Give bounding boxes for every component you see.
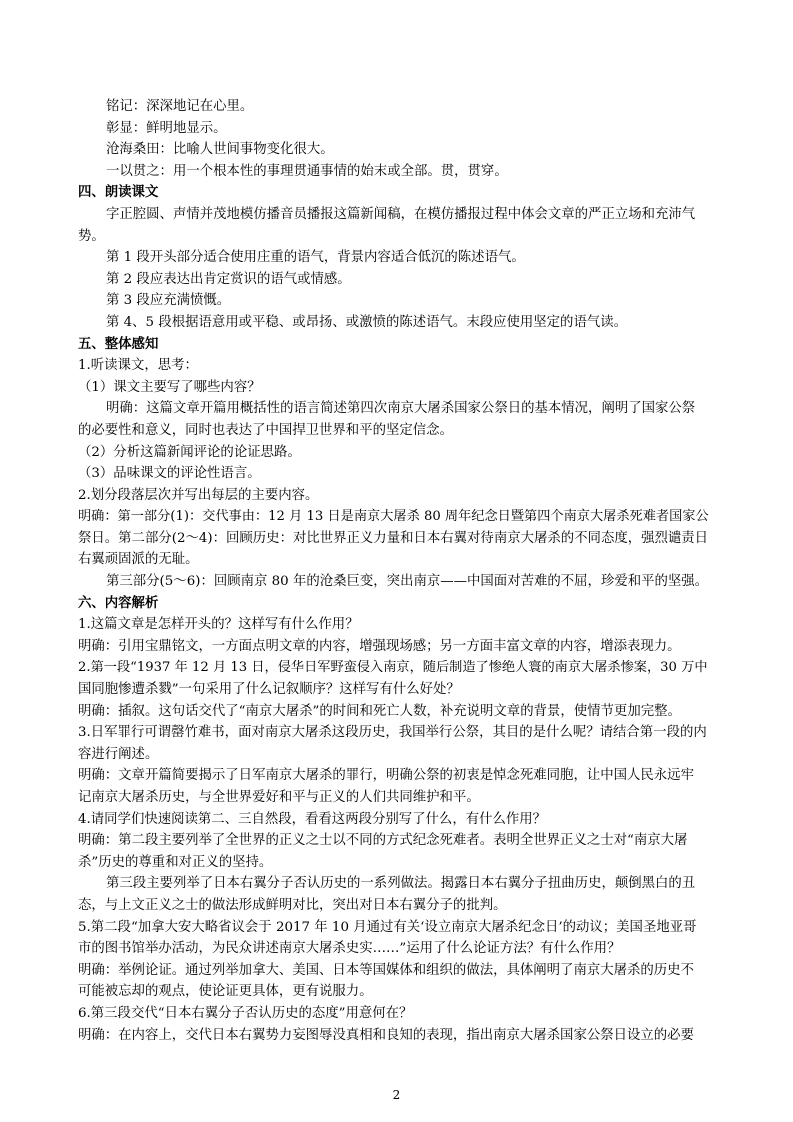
section-heading: 六、内容解析 (78, 594, 159, 611)
text-line: 明确：举例论证。通过列举加拿大、美国、日本等国媒体和组织的做法，具体阐明了南京大屠杀的历史不 (78, 962, 694, 978)
page-number: 2 (392, 1088, 401, 1102)
text-line: 第 3 段应充满愤慨。 (106, 293, 231, 309)
text-line: 容进行阐述。 (78, 746, 159, 762)
text-line: 一以贯之：用一个根本性的事理贯通事情的始末或全部。贯，贯穿。 (106, 163, 508, 179)
section-heading: 四、朗读课文 (78, 184, 159, 201)
text-line: 明确：第二段主要列举了全世界的正义之士以不同的方式纪念死难者。表明全世界正义之士对“南京大屠 (78, 833, 688, 849)
text-line: 势。 (78, 228, 105, 244)
document-body (78, 96, 716, 1046)
text-line: 右翼顽固派的无耻。 (78, 552, 199, 568)
text-line: 祭日。第二部分(2～4)：回顾历史：对比世界正义力量和日本右翼对待南京大屠杀的不同态度，强烈谴责日 (78, 530, 709, 546)
section-heading: 五、整体感知 (78, 335, 159, 352)
text-line: 彰显：鲜明地显示。 (106, 120, 227, 136)
text-line: （3）品味课文的评论性语言。 (78, 466, 261, 482)
text-line: 第三段主要列举了日本右翼分子否认历史的一系列做法。揭露日本右翼分子扭曲历史，颠倒黑白的丑 (106, 876, 696, 892)
text-line: （2）分析这篇新闻评论的论证思路。 (78, 444, 301, 460)
text-line: 第三部分(5～6)：回顾南京 80 年的沧桑巨变，突出南京——中国面对苦难的不屈，珍爱和平的坚强。 (106, 574, 709, 590)
text-line: 杀”历史的尊重和对正义的坚持。 (78, 854, 273, 870)
text-line: 铭记：深深地记在心里。 (106, 99, 254, 114)
text-line: （1）课文主要写了哪些内容？ (78, 379, 261, 395)
text-line: 第 2 段应表达出肯定赏识的语气或情感。 (106, 271, 351, 287)
text-line: 态，与上文正义之士的做法形成鲜明对比，突出对日本右翼分子的批判。 (78, 897, 507, 913)
text-line: 2.第一段“1937 年 12 月 13 日，侵华日军野蛮侵入南京，随后制造了惨绝人寰的南京大屠杀惨案，30 万中 (78, 660, 708, 676)
text-line: 2.划分段落层次并写出每层的主要内容。 (78, 487, 319, 503)
text-line: 字正腔圆、声情并茂地模仿播音员播报这篇新闻稿，在模仿播报过程中体会文章的严正立场和充沛气 (106, 206, 696, 222)
text-line: 明确：第一部分(1)：交代事由：12 月 13 日是南京大屠杀 80 周年纪念日暨第四个南京大屠杀死难者国家公 (78, 509, 709, 525)
text-line: 明确：文章开篇简要揭示了日军南京大屠杀的罪行，明确公祭的初衷是悼念死难同胞，让中国人民永远牢 (78, 768, 694, 784)
text-line: 1.这篇文章是怎样开头的？这样写有什么作用？ (78, 617, 359, 633)
text-line: 1.听读课文，思考： (78, 358, 198, 374)
text-line: 可能被忘却的观点，使论证更具体，更有说服力。 (78, 984, 373, 1000)
text-line: 市的图书馆举办活动，为民众讲述南京大屠杀史实……”运用了什么论证方法？有什么作用？ (78, 941, 621, 957)
text-line: 6.第三段交代“日本右翼分子否认历史的态度”用意何在？ (78, 1005, 413, 1021)
text-line: 3.日军罪行可谓罄竹难书，面对南京大屠杀这段历史，我国举行公祭，其目的是什么呢？请结合第一段的内 (78, 725, 707, 741)
text-line: 4.请同学们快速阅读第二、三自然段，看看这两段分别写了什么，有什么作用？ (78, 811, 547, 827)
text-line: 5.第二段“加拿大安大略省议会于 2017 年 10 月通过有关‘设立南京大屠杀纪念日’的动议；美国圣地亚哥 (78, 919, 697, 935)
text-line: 沧海桑田：比喻人世间事物变化很大。 (106, 142, 334, 158)
text-line: 第 4、5 段根据语意用或平稳、或昂扬、或激愤的陈述语气。末段应使用坚定的语气读。 (106, 314, 628, 330)
text-line: 第 1 段开头部分适合使用庄重的语气，背景内容适合低沉的陈述语气。 (106, 250, 525, 266)
text-line: 明确：插叙。这句话交代了“南京大屠杀”的时间和死亡人数，补充说明文章的背景，使情节更加完整。 (78, 703, 681, 719)
text-line: 记南京大屠杀历史，与全世界爱好和平与正义的人们共同维护和平。 (78, 790, 480, 805)
text-line: 国同胞惨遭杀戮”一句采用了什么记叙顺序？这样写有什么好处？ (78, 682, 460, 698)
text-line: 明确：在内容上，交代日本右翼势力妄图辱没真相和良知的表现，指出南京大屠杀国家公祭日设立的必要 (78, 1027, 694, 1043)
text-line: 明确：这篇文章开篇用概括性的语言简述第四次南京大屠杀国家公祭日的基本情况，阐明了国家公祭 (106, 401, 696, 417)
text-line: 的必要性和意义，同时也表达了中国捍卫世界和平的坚定信念。 (78, 422, 453, 438)
text-line: 明确：引用宝鼎铭文，一方面点明文章的内容，增强现场感；另一方面丰富文章的内容，增添表现力。 (78, 638, 681, 654)
